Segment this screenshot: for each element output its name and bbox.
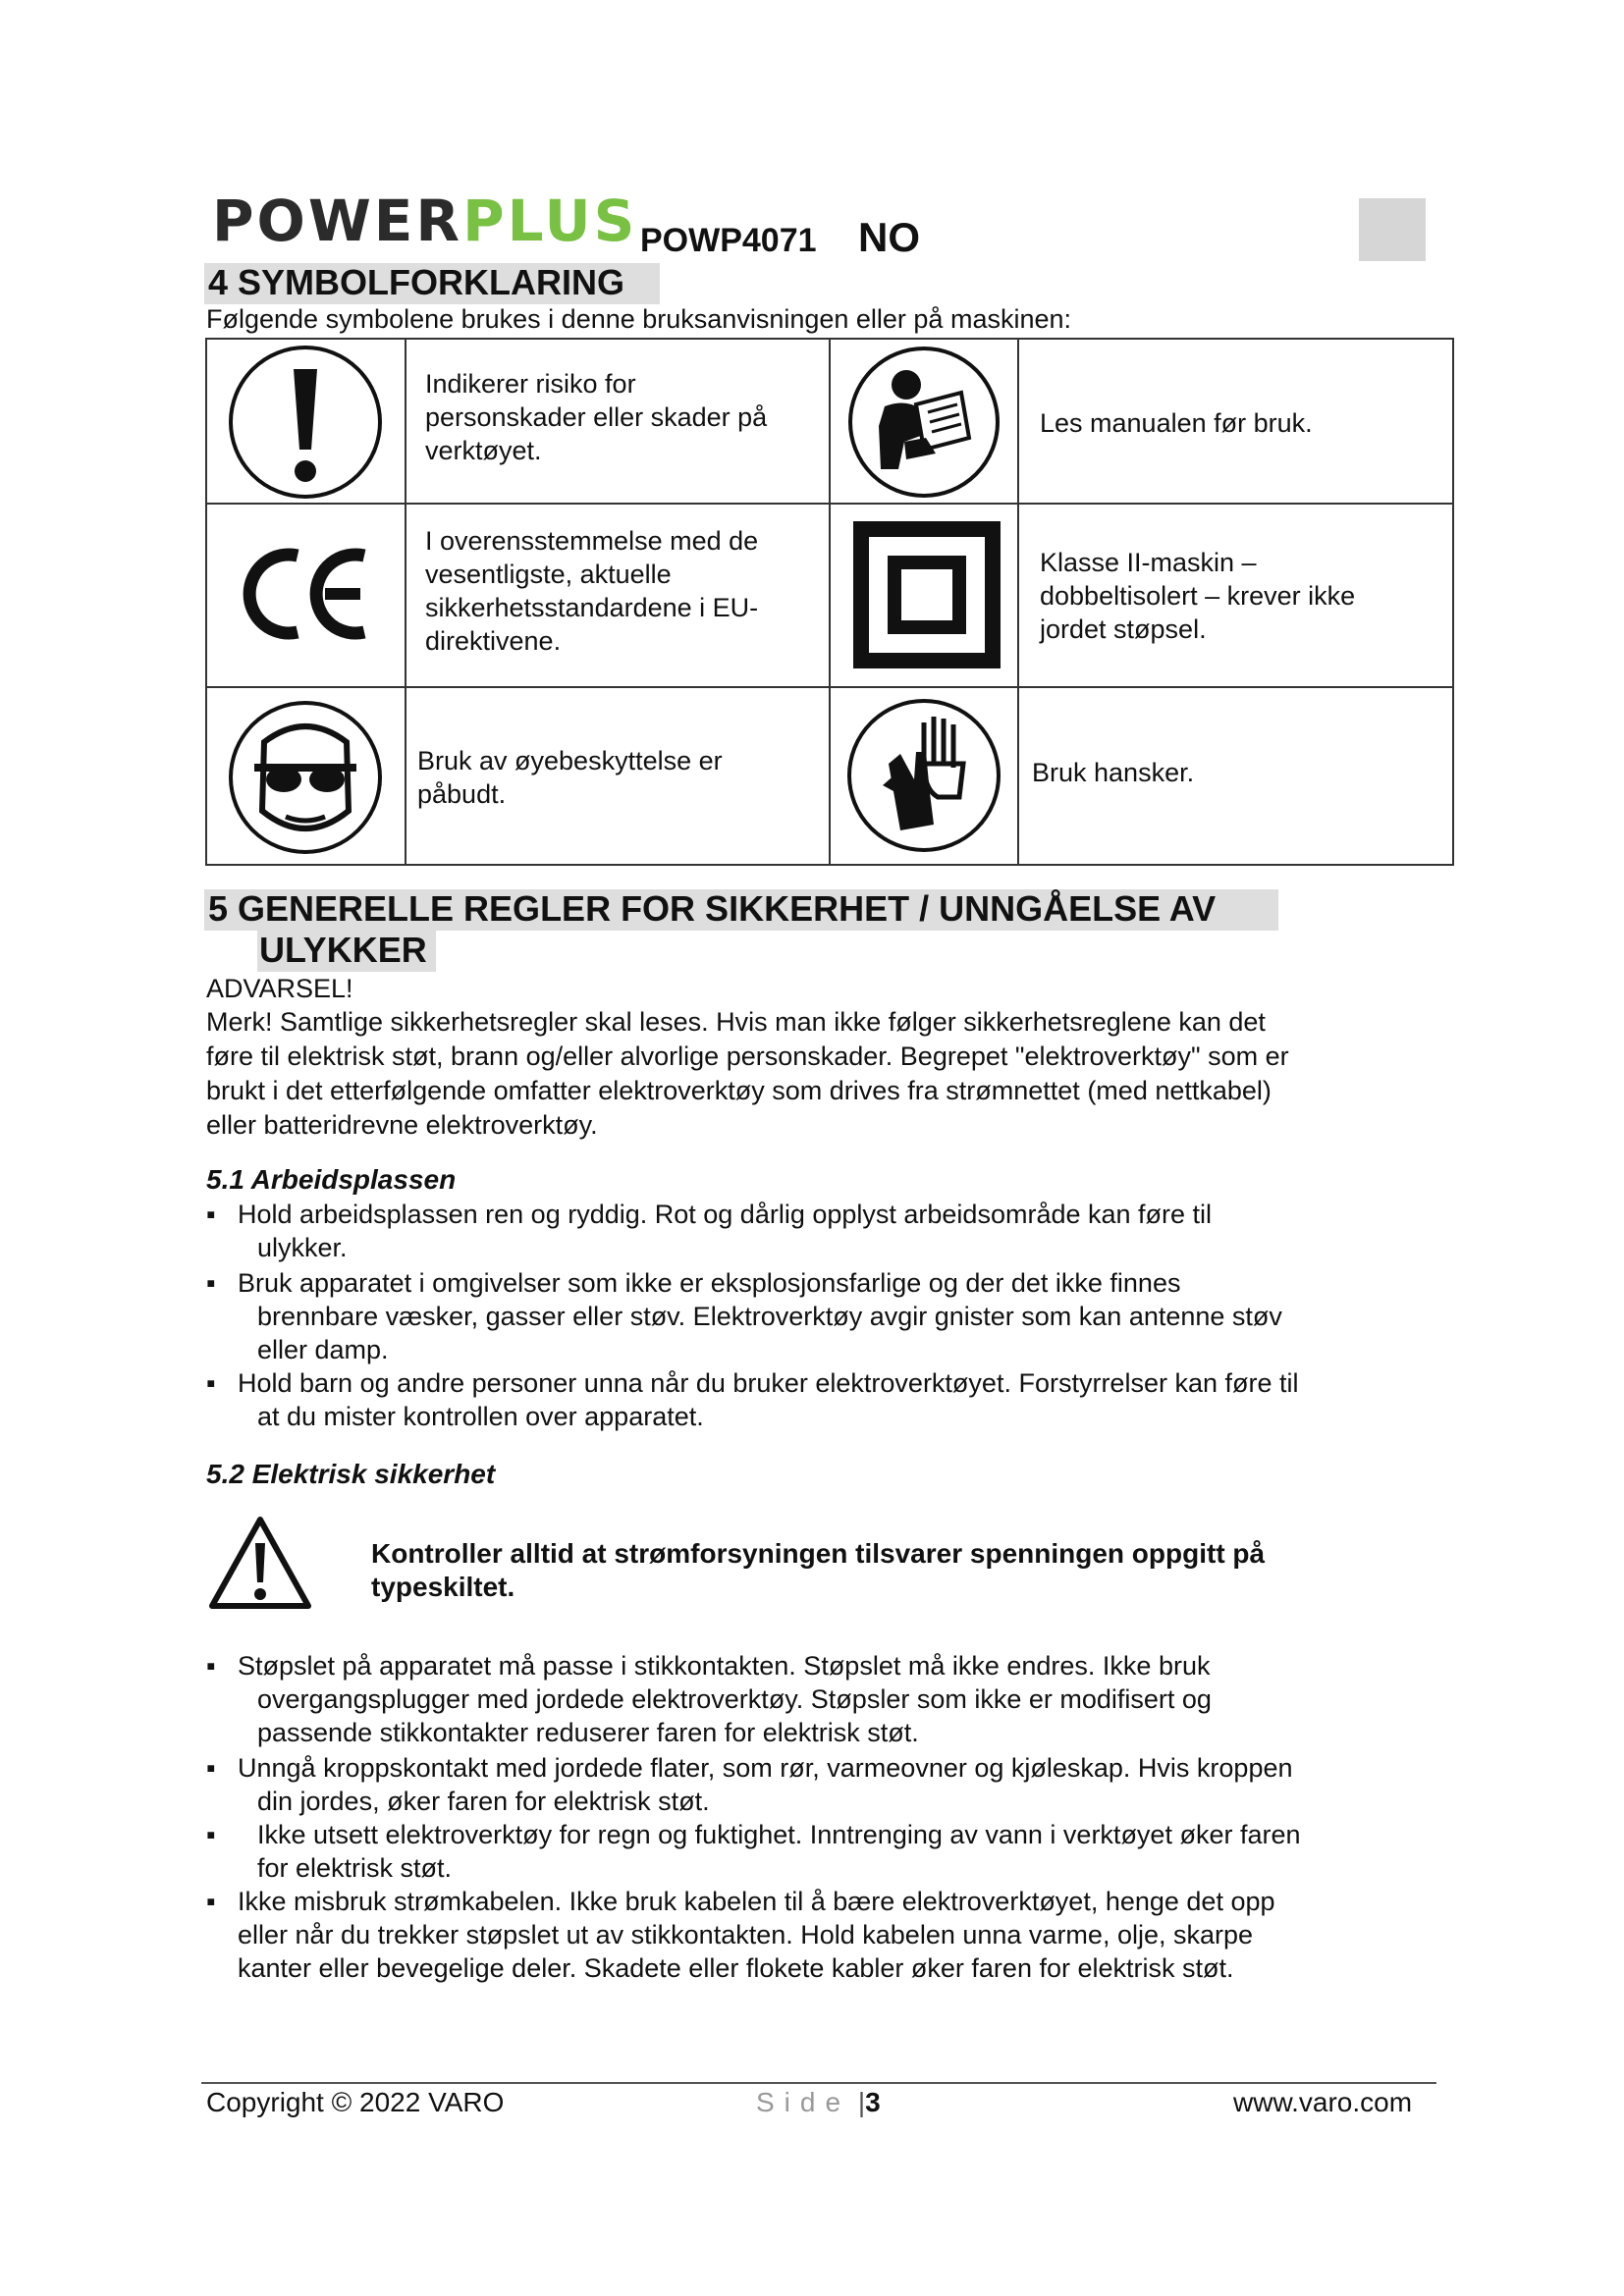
read-manual-icon bbox=[845, 344, 1002, 501]
language-code: NO bbox=[858, 214, 920, 260]
section-5-heading-cont: ULYKKER bbox=[257, 931, 436, 972]
section-4-intro: Følgende symbolene brukes i denne bruksanvisningen eller på maskinen: bbox=[206, 304, 1072, 334]
exclamation-circle-icon bbox=[225, 344, 386, 501]
footer-website: www.varo.com bbox=[1233, 2087, 1413, 2117]
list-item: ▪ Hold barn og andre personer unna når du bruker elektroverktøyet. Forstyrrelser kan føre til at du mister kontrollen over apparatet. bbox=[206, 1368, 1299, 1431]
symbol-desc-3: I overensstemmelse med de vesentligste, aktuelle sikkerhetsstandardene i EU- direktivene. bbox=[425, 526, 759, 656]
list-item: ▪ Ikke utsett elektroverktøy for regn og fuktighet. Inntrenging av vann i verktøyet øker faren for elektrisk støt. bbox=[206, 1820, 1301, 1883]
warning-triangle-icon bbox=[206, 1514, 314, 1612]
subsection-5-2-heading: 5.2 Elektrisk sikkerhet bbox=[206, 1459, 496, 1489]
warning-label: ADVARSEL! bbox=[206, 974, 353, 1003]
symbol-desc-2: Les manualen før bruk. bbox=[1040, 408, 1313, 438]
class-2-double-square-icon bbox=[853, 521, 1001, 668]
footer-copyright: Copyright © 2022 VARO bbox=[206, 2087, 505, 2117]
section-5-heading: 5 GENERELLE REGLER FOR SIKKERHET / UNNGÅELSE AV bbox=[204, 889, 1278, 931]
subsection-5-1-heading: 5.1 Arbeidsplassen bbox=[206, 1164, 457, 1195]
symbol-desc-5: Bruk av øyebeskyttelse er påbudt. bbox=[417, 746, 723, 809]
section-4-heading: 4 SYMBOLFORKLARING bbox=[204, 263, 660, 304]
gloves-icon bbox=[843, 695, 1004, 856]
footer-page: Side |3 bbox=[756, 2087, 881, 2117]
list-item: ▪ Hold arbeidsplassen ren og ryddig. Rot og dårlig opplyst arbeidsområde kan føre til ulykker. bbox=[206, 1200, 1213, 1262]
model-number: POWP4071 bbox=[640, 222, 817, 259]
list-item: ▪ Bruk apparatet i omgivelser som ikke er eksplosjonsfarlige og der det ikke finnes brennbare væsker, gasser eller støv. Elektroverktøy avgir gnister som kan antenne støv eller damp. bbox=[206, 1268, 1282, 1364]
list-item: ▪ Støpslet på apparatet må passe i stikkontakten. Støpslet må ikke endres. Ikke bruk overgangsplugger med jordede elektroverktøy. Støpsler som ikke er modifisert og passende stikkontakter reduserer faren for elektrisk støt. bbox=[206, 1651, 1212, 1747]
electrical-warning-text: Kontroller alltid at strømforsyningen tilsvarer spenningen oppgitt på typeskiltet. bbox=[371, 1538, 1266, 1602]
symbol-desc-1: Indikerer risiko for personskader eller skader på verktøyet. bbox=[425, 369, 768, 465]
list-item: ▪ Unngå kroppskontakt med jordede flater, som rør, varmeovner og kjøleskap. Hvis kroppen din jordes, øker faren for elektrisk støt. bbox=[206, 1753, 1293, 1816]
symbol-desc-6: Bruk hansker. bbox=[1032, 758, 1195, 787]
footer-divider bbox=[201, 2082, 1436, 2084]
decorative-grey-box bbox=[1359, 198, 1426, 261]
eye-protection-icon bbox=[225, 697, 386, 858]
ce-mark-icon bbox=[227, 526, 384, 664]
brand-logo: POWERPLUS bbox=[212, 187, 638, 254]
list-item: ▪ Ikke misbruk strømkabelen. Ikke bruk kabelen til å bære elektroverktøyet, henge det opp eller når du trekker støpslet ut av stikkontakten. Hold kabelen unna varme, olje, skarpe kanter eller bevegelige deler. Skadete eller flokete kabler øker faren for elektrisk støt. bbox=[206, 1887, 1275, 1983]
symbol-desc-4: Klasse II-maskin – dobbeltisolert – krever ikke jordet støpsel. bbox=[1040, 548, 1356, 644]
intro-paragraph: Merk! Samtlige sikkerhetsregler skal leses. Hvis man ikke følger sikkerhetsreglene kan det føre til elektrisk støt, brann og/eller alvorlige personskader. Begrepet "elektroverktøy" som er brukt i det etterfølgende omfatter elektroverktøy som drives fra strømnettet (med nettkabel) eller batteridrevne elektroverktøy. bbox=[206, 1007, 1289, 1140]
symbol-table bbox=[205, 338, 1454, 866]
